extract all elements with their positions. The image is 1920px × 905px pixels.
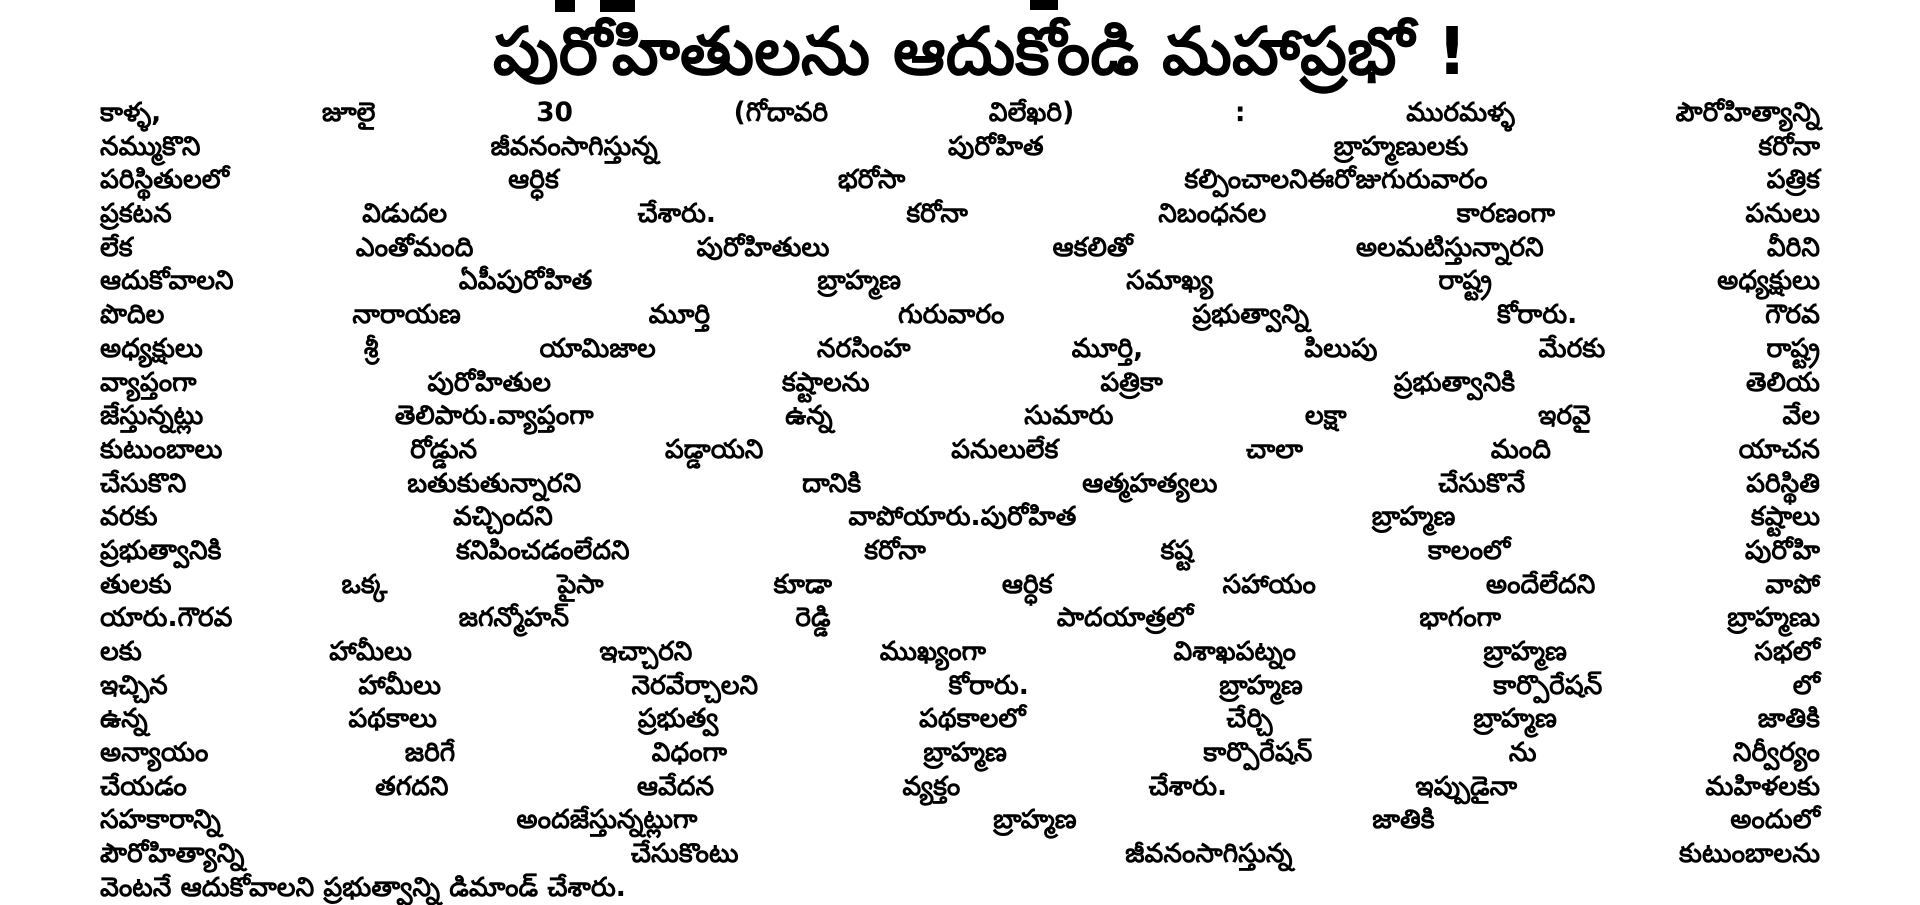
article-line: ప్రకటన విడుదల చేశారు. కరోనా నిబంధనల కారణంగా పనులు [100,198,1820,230]
article-line: కుటుంబాలు రోడ్డున పడ్డాయని పనులులేక చాలా మంది యాచన [100,433,1820,465]
article-line: ప్రభుత్వానికి కనిపించడంలేదని కరోనా కష్ట కాలంలో పురోహి [100,534,1820,566]
article-line: ఆదుకోవాలని ఏపీపురోహిత బ్రాహ్మణ సమాఖ్య రాష్ట్ర అధ్యక్షులు [100,265,1820,297]
article-line: ఇచ్చిన హామీలు నెరవేర్చాలని కోరారు. బ్రాహ్మణ కార్పొరేషన్ లో [100,669,1820,701]
article-line: పరిస్థితులలో ఆర్ధిక భరోసా కల్పించాలనిఈరోజుగురువారం పత్రిక [100,164,1820,196]
article-body [100,96,1820,903]
article-line: తులకు ఒక్క పైసా కూడా ఆర్ధిక సహాయం అందేలేదని వాపో [100,568,1820,600]
article-line: చేసుకొని బతుకుతున్నారని దానికి ఆత్మహత్యలు చేసుకొనే పరిస్థితి [100,467,1820,499]
article-line: వ్యాప్తంగా పురోహితుల కష్టాలను పత్రికా ప్రభుత్వానికి తెలియ [100,366,1820,398]
article-line: కాళ్ళ, జూలై 30 (గోదావరి విలేఖరి) : మురమళ్ళ పౌరోహిత్యాన్ని [100,97,1820,128]
article-line: అధ్యక్షులు శ్రీ యామిజాల నరసింహ మూర్తి, పిలుపు మేరకు రాష్ట్ర [100,332,1820,364]
article-line: ఉన్న పథకాలు ప్రభుత్వ పథకాలలో చేర్చి బ్రాహ్మణ జాతికి [100,703,1820,735]
article-line: అన్యాయం జరిగే విధంగా బ్రాహ్మణ కార్పొరేషన్ ను నిర్వీర్యం [100,737,1820,769]
article-line: యారు.గౌరవ జగన్మోహన్ రెడ్డి పాదయాత్రలో భాగంగా బ్రాహ్మణు [100,602,1820,634]
article-line: వరకు వచ్చిందని వాపోయారు.పురోహిత బ్రాహ్మణ కష్టాలు [100,501,1820,533]
article-line: పొదిల నారాయణ మూర్తి గురువారం ప్రభుత్వాన్ని కోరారు. గౌరవ [100,299,1820,331]
article-line: జేస్తున్నట్లు తెలిపారు.వ్యాప్తంగా ఉన్న సుమారు లక్షా ఇరవై వేల [100,400,1820,432]
article-line: నమ్ముకొని జీవనంసాగిస్తున్న పురోహిత బ్రాహ్మణులకు కరోనా [100,130,1820,162]
article-line: చేయడం తగదని ఆవేదన వ్యక్తం చేశారు. ఇప్పుడైనా మహిళలకు [100,770,1820,802]
article-headline: పురోహితులను ఆదుకోండి మహాప్రభో ! [492,13,1468,90]
article-line: లేక ఎంతోమంది పురోహితులు ఆకలితో అలమటిస్తున్నారని వీరిని [100,231,1820,263]
article-line: పౌరోహిత్యాన్ని చేసుకొంటు జీవనంసాగిస్తున్న కుటుంబాలను [100,838,1820,870]
article-line: లకు హామీలు ఇచ్చారని ముఖ్యంగా విశాఖపట్నం బ్రాహ్మణ సభలో [100,636,1820,667]
article-line: సహకారాన్ని అందజేస్తున్నట్లుగా బ్రాహ్మణ జాతికి అందులో [100,804,1820,836]
article-line: వెంటనే ఆదుకోవాలని ప్రభుత్వాన్ని డిమాండ్ చేశారు. [100,871,626,903]
